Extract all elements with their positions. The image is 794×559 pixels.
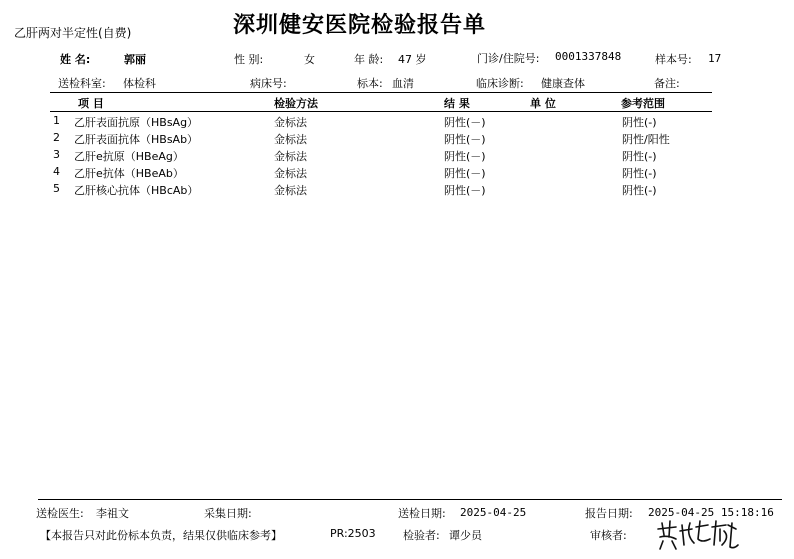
row-reference: 阴性/阳性 <box>622 133 670 146</box>
diagnosis: 健康查体 <box>541 77 585 90</box>
row-method: 金标法 <box>274 150 307 163</box>
send-date: 2025-04-25 <box>460 506 527 519</box>
patient-sex: 女 <box>304 53 315 66</box>
row-item: 乙肝e抗体（HBeAb） <box>74 167 184 180</box>
disclaimer: 【本报告只对此份标本负责，结果仅供临床参考】 <box>40 529 282 542</box>
row-no: 5 <box>53 182 60 195</box>
row-reference: 阴性(-) <box>622 116 657 129</box>
header-item: 项 目 <box>78 97 104 110</box>
row-result: 阴性(－) <box>444 150 486 163</box>
row-method: 金标法 <box>274 167 307 180</box>
row-no: 2 <box>53 131 60 144</box>
sample-no-label: 样本号: <box>655 53 692 66</box>
table-row <box>0 148 794 165</box>
report-date-label: 报告日期: <box>585 507 633 520</box>
row-result: 阴性(－) <box>444 133 486 146</box>
table-header-rule <box>50 111 712 112</box>
row-result: 阴性(－) <box>444 184 486 197</box>
specimen-label: 标本: <box>357 77 383 90</box>
header-unit: 单 位 <box>530 97 556 110</box>
row-no: 1 <box>53 114 60 127</box>
age-label: 年 龄: <box>354 53 384 66</box>
row-method: 金标法 <box>274 116 307 129</box>
sample-no: 17 <box>708 52 722 65</box>
table-header <box>0 95 794 112</box>
table-row <box>0 182 794 199</box>
diagnosis-label: 临床诊断: <box>476 77 524 90</box>
test-package-name: 乙肝两对半定性(自费) <box>14 26 132 40</box>
patient-name: 郭丽 <box>124 53 146 66</box>
row-item: 乙肝核心抗体（HBcAb） <box>74 184 199 197</box>
row-reference: 阴性(-) <box>622 184 657 197</box>
tester-label: 检验者: <box>403 529 440 542</box>
patient-age: 47 岁 <box>398 53 427 66</box>
header-reference: 参考范围 <box>621 97 665 110</box>
clinic-no-label: 门诊/住院号: <box>477 52 540 65</box>
header-result: 结 果 <box>444 97 470 110</box>
pr-code: PR:2503 <box>330 527 376 540</box>
clinic-no: 0001337848 <box>555 50 622 63</box>
collect-label: 采集日期: <box>204 507 252 520</box>
row-result: 阴性(－) <box>444 116 486 129</box>
row-reference: 阴性(-) <box>622 150 657 163</box>
row-method: 金标法 <box>274 184 307 197</box>
dept-label: 送检科室: <box>58 77 106 90</box>
reviewer-label: 审核者: <box>590 529 627 542</box>
tester: 谭少员 <box>449 529 482 542</box>
reviewer-signature-icon <box>654 515 740 553</box>
table-row <box>0 114 794 131</box>
row-no: 3 <box>53 148 60 161</box>
doctor-label: 送检医生: <box>36 507 84 520</box>
row-method: 金标法 <box>274 133 307 146</box>
bed-label: 病床号: <box>250 77 287 90</box>
row-result: 阴性(－) <box>444 167 486 180</box>
row-no: 4 <box>53 165 60 178</box>
name-label: 姓 名: <box>60 53 91 66</box>
table-top-rule <box>50 92 712 93</box>
report-date: 2025-04-25 15:18:16 <box>648 506 774 519</box>
sex-label: 性 别: <box>234 53 264 66</box>
footer-rule <box>38 499 782 500</box>
dept: 体检科 <box>123 77 156 90</box>
report-title: 深圳健安医院检验报告单 <box>233 12 487 38</box>
specimen: 血清 <box>392 77 414 90</box>
header-method: 检验方法 <box>274 97 318 110</box>
doctor: 李祖文 <box>96 507 129 520</box>
row-item: 乙肝表面抗体（HBsAb） <box>74 133 199 146</box>
row-item: 乙肝表面抗原（HBsAg） <box>74 116 199 129</box>
row-item: 乙肝e抗原（HBeAg） <box>74 150 184 163</box>
table-row <box>0 165 794 182</box>
remark-label: 备注: <box>654 77 680 90</box>
send-date-label: 送检日期: <box>398 507 446 520</box>
table-row <box>0 131 794 148</box>
row-reference: 阴性(-) <box>622 167 657 180</box>
